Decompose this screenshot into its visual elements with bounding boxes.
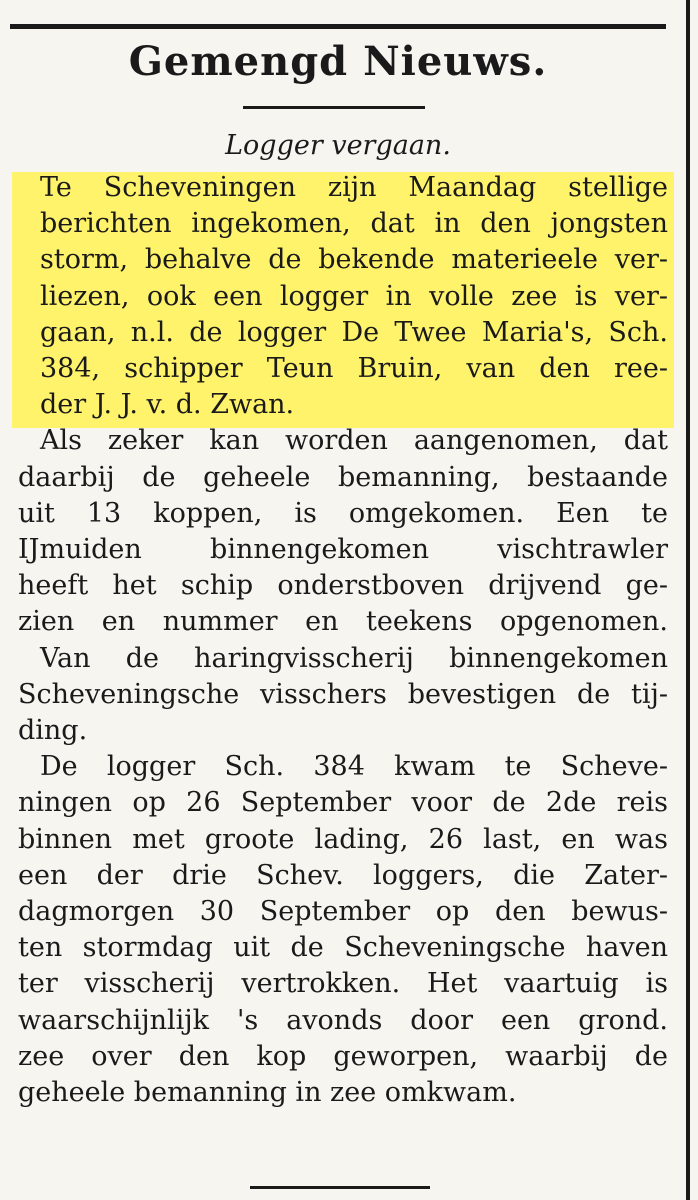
section-title: Gemengd Nieuws.	[128, 38, 548, 85]
text-line: ter visscherij vertrokken. Het vaartuig is	[18, 968, 668, 1000]
text-line: berichten ingekomen, dat in den jongsten	[40, 208, 668, 240]
article-body	[18, 170, 668, 1111]
column-border	[686, 0, 690, 1200]
article-headline: Logger vergaan.	[225, 130, 451, 161]
bottom-rule	[250, 1186, 430, 1189]
text-line: 384, schipper Teun Bruin, van den ree-	[40, 353, 668, 385]
text-line: storm, behalve de bekende materieele ver-	[40, 244, 668, 276]
text-line: geheele bemanning in zee omkwam.	[18, 1077, 517, 1109]
paragraph-4	[18, 749, 668, 1111]
paragraph-3	[18, 641, 668, 750]
text-line: zee over den kop geworpen, waarbij de	[18, 1040, 668, 1072]
text-line: dagmorgen 30 September op den bewus-	[18, 896, 668, 928]
text-line: Te Scheveningen zijn Maandag stellige	[40, 172, 668, 203]
top-rule	[10, 24, 666, 29]
text-line: ten stormdag uit de Scheveningsche haven	[18, 932, 668, 964]
text-line: ding.	[18, 715, 88, 747]
text-line: waarschijnlijk 's avonds door een grond.	[18, 1004, 668, 1036]
text-line: der J. J. v. d. Zwan.	[40, 389, 295, 421]
text-line: Scheveningsche visschers bevestigen de tij-	[18, 678, 668, 710]
text-line: binnen met groote lading, 26 last, en was	[18, 823, 668, 855]
text-line: een der drie Schev. loggers, die Zater-	[18, 859, 668, 891]
text-line: IJmuiden binnengekomen vischtrawler	[18, 534, 668, 566]
text-line: Als zeker kan worden aangenomen, dat	[40, 425, 668, 457]
text-line: heeft het schip onderstboven drijvend ge-	[18, 570, 668, 602]
text-line: daarbij de geheele bemanning, bestaande	[18, 461, 668, 493]
text-line: Van de haringvisscherij binnengekomen	[40, 642, 668, 674]
title-underline	[243, 106, 425, 109]
text-line: uit 13 koppen, is omgekomen. Een te	[18, 497, 668, 529]
text-line: De logger Sch. 384 kwam te Scheve-	[40, 751, 668, 783]
text-line: ningen op 26 September voor de 2de reis	[18, 787, 668, 819]
text-line: liezen, ook een logger in volle zee is ver-	[40, 280, 668, 312]
paragraph-2	[18, 423, 668, 640]
text-line: zien en nummer en teekens opgenomen.	[18, 606, 668, 638]
text-line: gaan, n.l. de logger De Twee Maria's, Sch.	[40, 316, 668, 348]
paragraph-1	[18, 170, 668, 423]
